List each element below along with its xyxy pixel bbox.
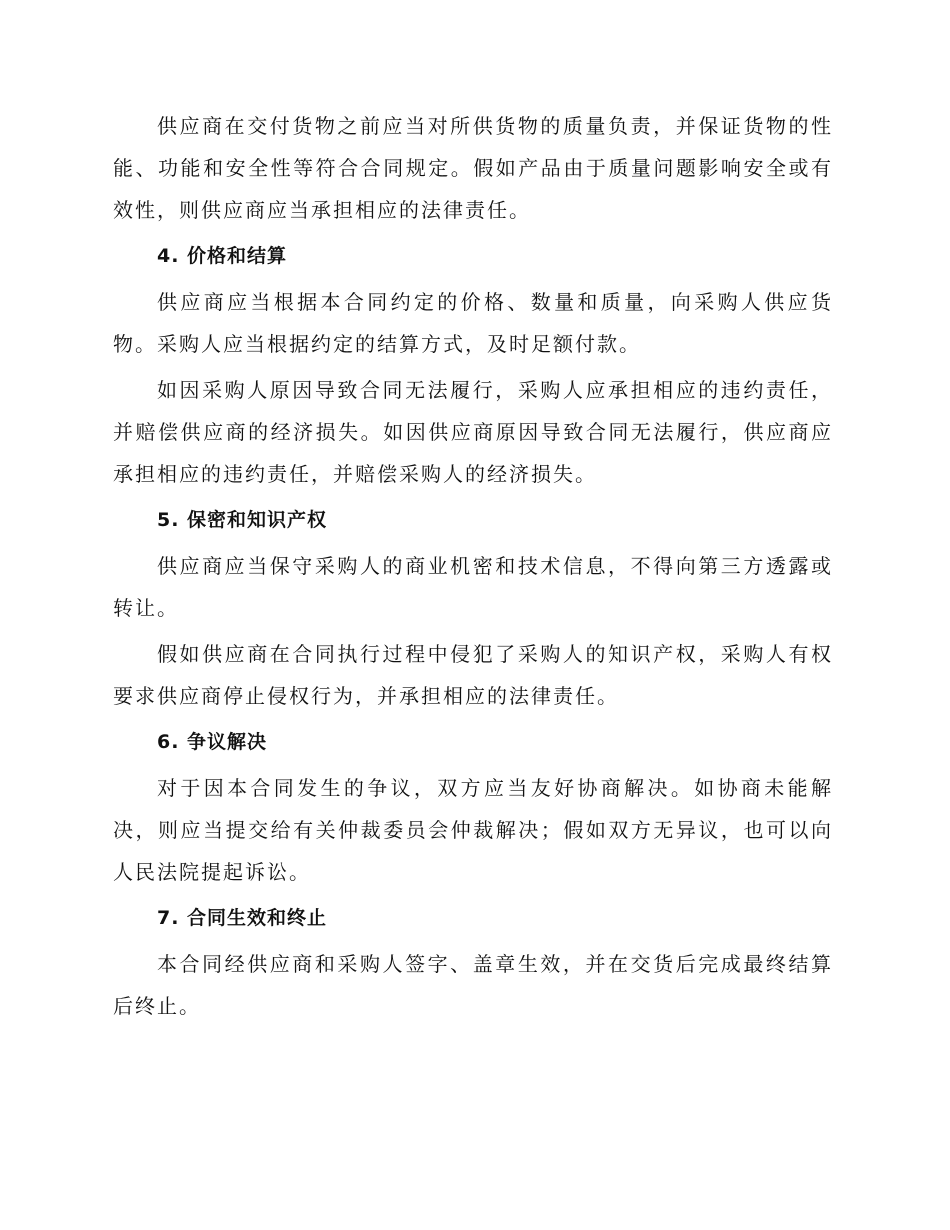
- paragraph-breach-liability: 如因采购人原因导致合同无法履行，采购人应承担相应的违约责任，并赔偿供应商的经济损失。如因供应商原因导致合同无法履行，供应商应承担相应的违约责任，并赔偿采购人的经济损失。: [113, 378, 833, 486]
- section-heading-dispute-resolution: 6. 争议解决: [157, 731, 268, 753]
- paragraph-confidentiality: 供应商应当保守采购人的商业机密和技术信息，不得向第三方透露或转让。: [113, 554, 833, 620]
- paragraph-ip-infringement: 假如供应商在合同执行过程中侵犯了采购人的知识产权，采购人有权要求供应商停止侵权行为，并承担相应的法律责任。: [113, 642, 833, 708]
- paragraph-quality-responsibility: 供应商在交付货物之前应当对所供货物的质量负责，并保证货物的性能、功能和安全性等符合合同规定。假如产品由于质量问题影响安全或有效性，则供应商应当承担相应的法律责任。: [113, 114, 833, 222]
- paragraph-effect-termination: 本合同经供应商和采购人签字、盖章生效，并在交货后完成最终结算后终止。: [113, 952, 833, 1018]
- section-heading-confidentiality-ip: 5. 保密和知识产权: [157, 509, 328, 531]
- document-body: [113, 105, 833, 1031]
- paragraph-dispute-resolution: 对于因本合同发生的争议，双方应当友好协商解决。如协商未能解决，则应当提交给有关仲裁委员会仲裁解决；假如双方无异议，也可以向人民法院提起诉讼。: [113, 776, 833, 884]
- section-heading-price-settlement: 4. 价格和结算: [157, 245, 288, 267]
- paragraph-supply-payment: 供应商应当根据本合同约定的价格、数量和质量，向采购人供应货物。采购人应当根据约定的结算方式，及时足额付款。: [113, 290, 833, 356]
- section-heading-effect-termination: 7. 合同生效和终止: [157, 907, 328, 929]
